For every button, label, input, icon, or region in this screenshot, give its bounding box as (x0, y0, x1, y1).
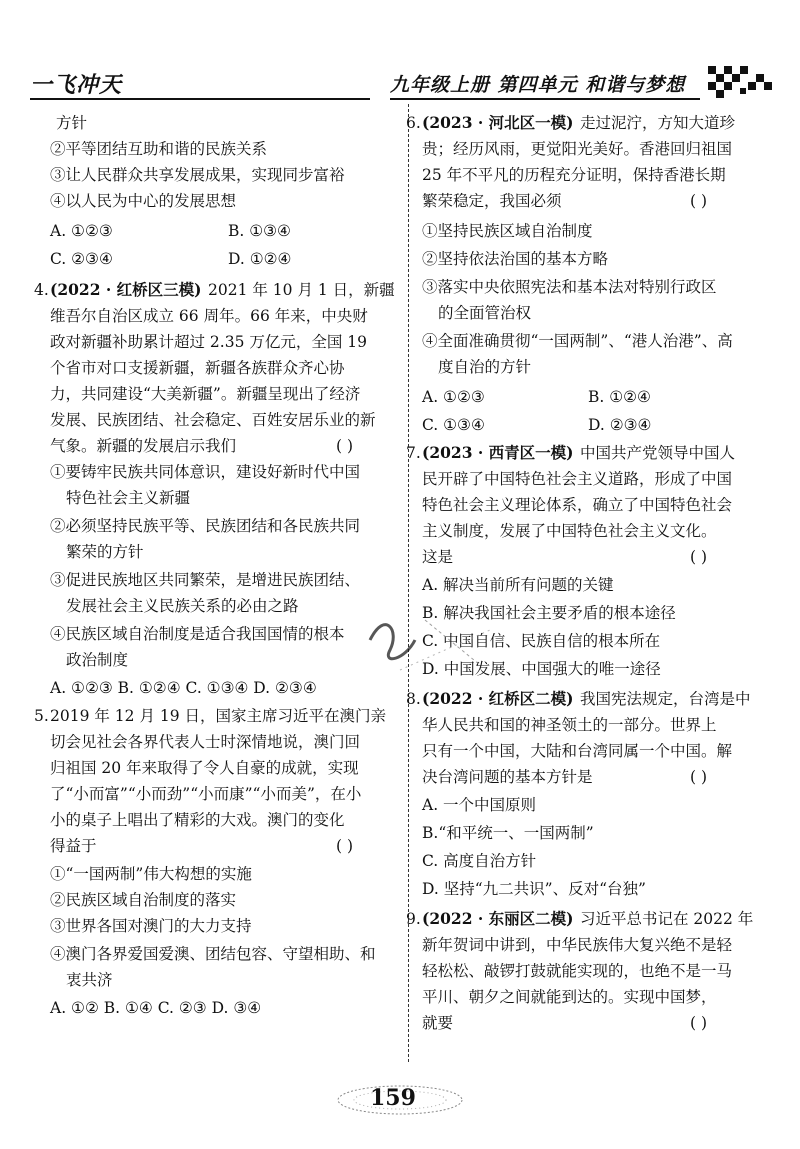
q8-answer-blank[interactable]: ( ) (690, 768, 708, 786)
q7-option-b[interactable]: B. 解决我国社会主要矛盾的根本途径 (422, 604, 676, 622)
q3-statement-4: ④以人民为中心的发展思想 (50, 192, 237, 210)
q6-option-a[interactable]: A. ①②③ (422, 388, 485, 406)
q6-text-line: 走过泥泞，方知大道珍 (580, 114, 736, 132)
brand-logo: 一飞冲天 (30, 73, 123, 98)
q5-text-line: 归祖国 20 年来取得了令人自豪的成就，实现 (50, 759, 359, 777)
q7-text-line: 这是 (422, 548, 454, 566)
header-rule-right (390, 98, 700, 100)
q5-options[interactable]: A. ①② B. ①④ C. ②③ D. ③④ (50, 999, 262, 1017)
q7-source: (2023 · 西青区一模) (422, 443, 574, 462)
q8-option-a[interactable]: A. 一个中国原则 (422, 796, 537, 814)
q3-option-b[interactable]: B. ①③④ (228, 222, 291, 240)
q9-text-line: 平川、朝夕之间就能到达的。实现中国梦， (422, 988, 717, 1006)
q8-option-b[interactable]: B.“和平统一、一国两制” (422, 824, 594, 842)
q5-text-line: 了“小而富”“小而劲”“小而康”“小而美”，在小 (50, 785, 362, 803)
q9-text-line: 习近平总书记在 2022 年 (580, 910, 754, 928)
q6-statement-3: ③落实中央依照宪法和基本法对特别行政区 (422, 278, 717, 296)
q7-option-a[interactable]: A. 解决当前所有问题的关键 (422, 576, 614, 594)
q4-text-line: 发展、民族团结、社会稳定、百姓安居乐业的新 (50, 411, 376, 429)
q6-option-b[interactable]: B. ①②④ (588, 388, 651, 406)
q6-text-line: 繁荣稳定，我国必须 (422, 192, 562, 210)
q3-option-a[interactable]: A. ①②③ (50, 222, 113, 240)
q4-options[interactable]: A. ①②③ B. ①②④ C. ①③④ D. ②③④ (50, 679, 317, 697)
q5-statement-1: ①“一国两制”伟大构想的实施 (50, 865, 252, 883)
q6-answer-blank[interactable]: ( ) (690, 192, 708, 210)
q7-text-line: 主义制度，发展了中国特色社会主义文化。 (422, 522, 717, 540)
q7-option-d[interactable]: D. 中国发展、中国强大的唯一途径 (422, 660, 661, 678)
q4-statement-4-cont: 政治制度 (66, 651, 129, 669)
q9-text-line: 就要 (422, 1014, 454, 1032)
q6-text-line: 贵；经历风雨，更觉阳光美好。香港回归祖国 (422, 140, 733, 158)
q5-statement-3: ③世界各国对澳门的大力支持 (50, 917, 252, 935)
page-number: 159 (370, 1085, 416, 1111)
checker-pattern-icon (708, 66, 772, 96)
q6-number: 6. (406, 114, 421, 132)
q7-text-line: 民开辟了中国特色社会主义道路，形成了中国 (422, 470, 733, 488)
q9-text-line: 新年贺词中讲到，中华民族伟大复兴绝不是轻 (422, 936, 733, 954)
q5-text-line: 切会见社会各界代表人士时深情地说，澳门回 (50, 733, 361, 751)
q6-statement-3-cont: 的全面管治权 (438, 304, 532, 322)
q4-statement-2: ②必须坚持民族平等、民族团结和各民族共同 (50, 517, 361, 535)
q9-number: 9. (406, 910, 421, 928)
q7-text-line: 中国共产党领导中国人 (580, 444, 736, 462)
q4-text-line: 政对新疆补助累计超过 2.35 万亿元，全国 19 (50, 333, 368, 351)
q4-text-line: 维吾尔自治区成立 66 周年。66 年来，中央财 (50, 307, 368, 325)
q7-number: 7. (406, 444, 421, 462)
q6-statement-4-cont: 度自治的方针 (438, 358, 532, 376)
q4-text-line: 力，共同建设“大美新疆”。新疆呈现出了经济 (50, 385, 361, 403)
q6-statement-4: ④全面准确贯彻“一国两制”、“港人治港”、高 (422, 332, 733, 350)
q3-statement-2: ②平等团结互助和谐的民族关系 (50, 140, 268, 158)
q3-option-c[interactable]: C. ②③④ (50, 250, 113, 268)
page-header (30, 60, 770, 100)
q4-text-line: 2021 年 10 月 1 日，新疆 (208, 281, 395, 299)
q4-statement-1-cont: 特色社会主义新疆 (66, 489, 191, 507)
q4-answer-blank[interactable]: ( ) (336, 437, 354, 455)
q3-option-d[interactable]: D. ①②④ (228, 250, 292, 268)
q7-option-c[interactable]: C. 中国自信、民族自信的根本所在 (422, 632, 661, 650)
q6-statement-1: ①坚持民族区域自治制度 (422, 222, 593, 240)
q5-statement-4-cont: 衷共济 (66, 971, 113, 989)
q7-answer-blank[interactable]: ( ) (690, 548, 708, 566)
section-title: 九年级上册 第四单元 和谐与梦想 (390, 74, 686, 96)
q9-text-line: 轻松松、敲锣打鼓就能实现的，也绝不是一马 (422, 962, 733, 980)
q4-statement-4: ④民族区域自治制度是适合我国国情的根本 (50, 625, 345, 643)
q5-text-line: 小的桌子上唱出了精彩的大戏。澳门的变化 (50, 811, 345, 829)
q4-statement-2-cont: 繁荣的方针 (66, 543, 144, 561)
watermark-stamp-icon (330, 570, 530, 690)
q8-text-line: 我国宪法规定，台湾是中 (580, 690, 751, 708)
q4-source: (2022 · 红桥区三模) (50, 280, 202, 299)
q4-statement-3: ③促进民族地区共同繁荣，是增进民族团结、 (50, 571, 361, 589)
q3-text-line: 方针 (56, 114, 88, 132)
q8-number: 8. (406, 690, 421, 708)
q6-source: (2023 · 河北区一模) (422, 113, 574, 132)
q5-statement-4: ④澳门各界爱国爱澳、团结包容、守望相助、和 (50, 945, 376, 963)
q9-source: (2022 · 东丽区二模) (422, 909, 574, 928)
q6-text-line: 25 年不平凡的历程充分证明，保持香港长期 (422, 166, 726, 184)
q4-statement-3-cont: 发展社会主义民族关系的必由之路 (66, 597, 299, 615)
header-rule-left (30, 98, 370, 100)
q5-number: 5. (34, 707, 49, 725)
q8-option-d[interactable]: D. 坚持“九二共识”、反对“台独” (422, 880, 646, 898)
q6-option-d[interactable]: D. ②③④ (588, 416, 652, 434)
q5-text-line: 得益于 (50, 837, 97, 855)
q8-text-line: 只有一个中国，大陆和台湾同属一个中国。解 (422, 742, 733, 760)
q5-statement-2: ②民族区域自治制度的落实 (50, 891, 237, 909)
q4-statement-1: ①要铸牢民族共同体意识，建设好新时代中国 (50, 463, 361, 481)
q8-source: (2022 · 红桥区二模) (422, 689, 574, 708)
q4-text-line: 个省市对口支援新疆，新疆各族群众齐心协 (50, 359, 345, 377)
q8-text-line: 华人民共和国的神圣领土的一部分。世界上 (422, 716, 717, 734)
q9-answer-blank[interactable]: ( ) (690, 1014, 708, 1032)
q6-statement-2: ②坚持依法治国的基本方略 (422, 250, 609, 268)
q7-text-line: 特色社会主义理论体系，确立了中国特色社会 (422, 496, 733, 514)
q4-number: 4. (34, 281, 49, 299)
q3-statement-3: ③让人民群众共享发展成果，实现同步富裕 (50, 166, 345, 184)
q8-text-line: 决台湾问题的基本方针是 (422, 768, 593, 786)
q8-option-c[interactable]: C. 高度自治方针 (422, 852, 537, 870)
q6-option-c[interactable]: C. ①③④ (422, 416, 485, 434)
q5-answer-blank[interactable]: ( ) (336, 837, 354, 855)
q5-text-line: 2019 年 12 月 19 日，国家主席习近平在澳门亲 (50, 707, 387, 725)
q4-text-line: 气象。新疆的发展启示我们 (50, 437, 237, 455)
